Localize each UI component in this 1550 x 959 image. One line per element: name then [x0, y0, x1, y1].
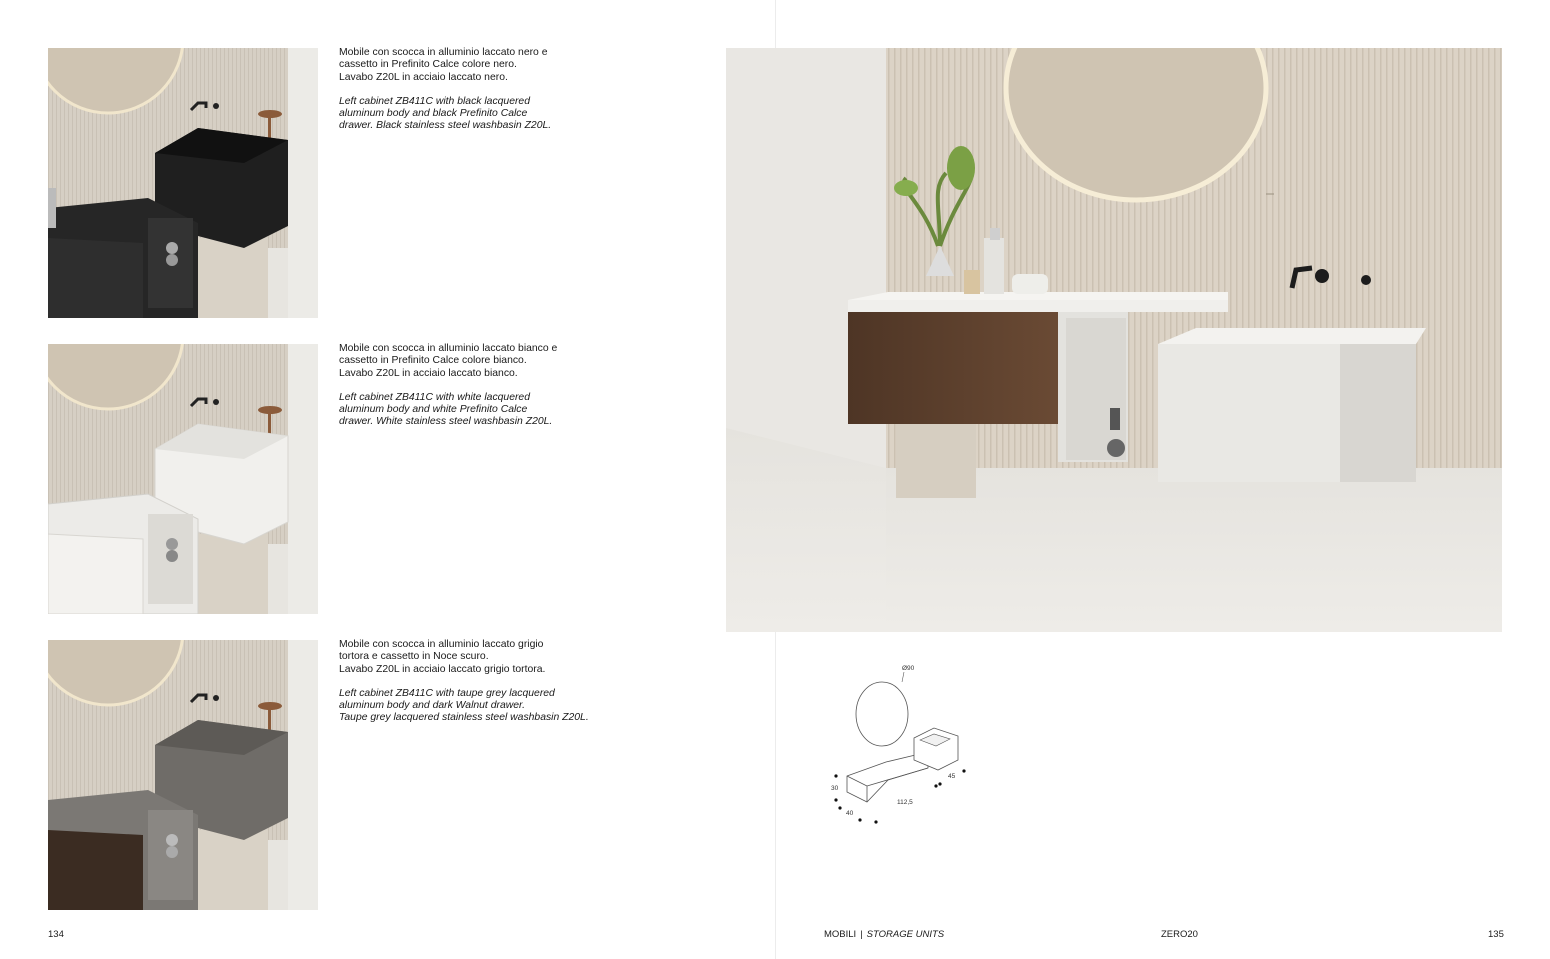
desc-en	[339, 688, 639, 725]
desc-line: aluminum body and white Prefinito Calce	[339, 404, 528, 416]
footer-divider: |	[860, 929, 863, 940]
walnut-drawer	[848, 312, 1058, 424]
desc-line: Lavabo Z20L in acciaio laccato nero.	[339, 71, 508, 83]
desc-line: drawer. White stainless steel washbasin Z20L.	[339, 416, 553, 428]
desc-line: Mobile con scocca in alluminio laccato grigio	[339, 639, 544, 650]
diagram-mirror	[856, 682, 908, 746]
desc-en	[339, 392, 599, 429]
page-number-left: 134	[48, 929, 64, 940]
hero-photo	[726, 48, 1502, 632]
desc-line: Taupe grey lacquered stainless steel washbasin Z20L.	[339, 712, 589, 724]
desc-line: tortora e cassetto in Noce scuro.	[339, 651, 489, 663]
product-photo-black	[48, 48, 318, 318]
drawer	[48, 830, 143, 910]
footer-section-it: MOBILI	[824, 929, 857, 940]
desc-line: cassetto in Prefinito Calce colore bianco.	[339, 355, 527, 367]
dim-height: 30	[831, 785, 839, 792]
desc-line: cassetto in Prefinito Calce colore nero.	[339, 59, 517, 71]
desc-line: aluminum body and black Prefinito Calce	[339, 108, 528, 120]
footer-section-en: STORAGE UNITS	[866, 929, 945, 940]
dim-basin-depth: 45	[948, 773, 956, 780]
page-number-right: 135	[1488, 929, 1504, 940]
drawer	[48, 534, 143, 614]
footer-collection: ZERO20	[1161, 929, 1198, 940]
desc-line: Lavabo Z20L in acciaio laccato grigio tortora.	[339, 663, 546, 675]
drawer	[48, 238, 143, 318]
product-photo-white	[48, 344, 318, 614]
desc-line: Left cabinet ZB411C with white lacquered	[339, 391, 530, 403]
dim-width: 112,5	[897, 799, 913, 806]
dim-depth: 40	[846, 810, 854, 817]
desc-it	[339, 343, 599, 380]
product-description-black	[339, 47, 599, 133]
product-description-taupe	[339, 639, 639, 725]
product-photo-taupe	[48, 640, 318, 910]
desc-line: Mobile con scocca in alluminio laccato bianco e	[339, 343, 558, 354]
desc-it	[339, 639, 639, 676]
desc-line: Lavabo Z20L in acciaio laccato bianco.	[339, 367, 518, 379]
desc-line: Left cabinet ZB411C with taupe grey lacquered	[339, 687, 555, 699]
footer-section	[824, 929, 944, 940]
product-description-white	[339, 343, 599, 429]
desc-line: aluminum body and dark Walnut drawer.	[339, 700, 525, 712]
desc-line: drawer. Black stainless steel washbasin Z20L.	[339, 120, 552, 132]
desc-line: Mobile con scocca in alluminio laccato nero e	[339, 47, 548, 58]
dim-mirror: Ø90	[902, 665, 915, 672]
desc-it	[339, 47, 599, 84]
desc-line: Left cabinet ZB411C with black lacquered	[339, 95, 530, 107]
dimension-diagram	[824, 660, 974, 830]
desc-en	[339, 96, 599, 133]
